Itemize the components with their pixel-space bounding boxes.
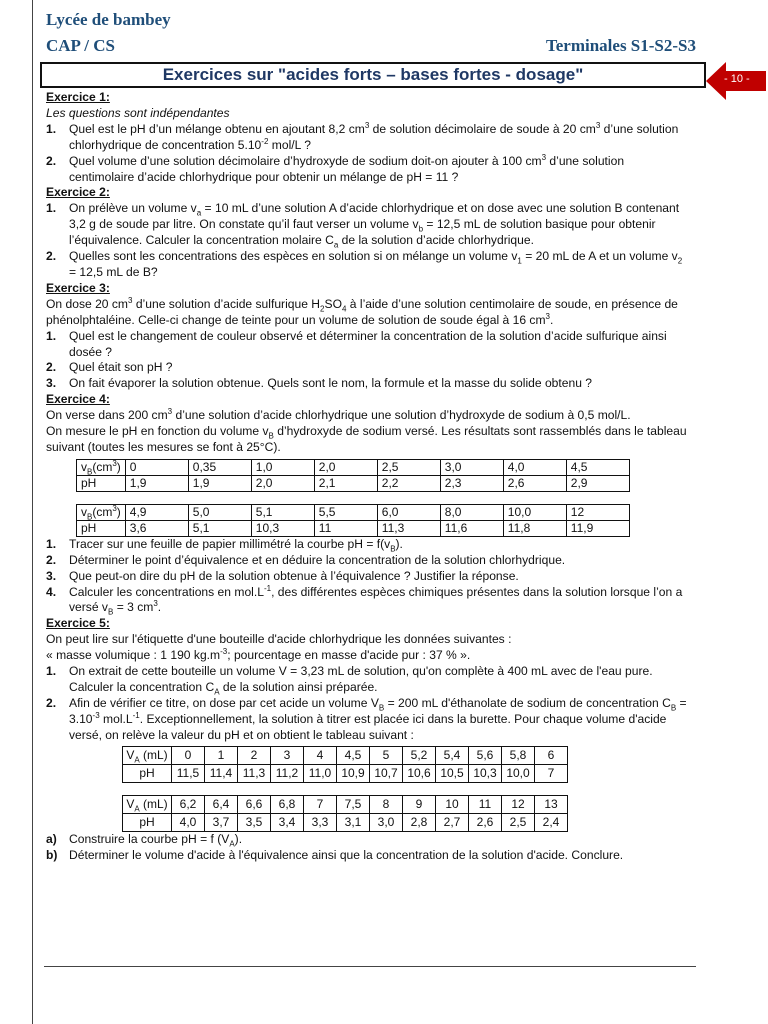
row-header-text: V bbox=[126, 747, 135, 762]
table-cell: 5,1 bbox=[188, 520, 251, 536]
exercise-4-question-2 bbox=[46, 553, 690, 569]
exercise-5-table-1 bbox=[122, 746, 568, 783]
row-header-text: ) bbox=[116, 504, 121, 519]
exercise-5-table-2 bbox=[122, 795, 568, 832]
subscript: A bbox=[214, 687, 220, 697]
row-header: pH bbox=[123, 813, 172, 831]
table-cell: 2 bbox=[238, 746, 271, 764]
table-cell: 2,2 bbox=[377, 475, 440, 491]
question-number: 1. bbox=[46, 328, 57, 343]
table-cell: 8,0 bbox=[440, 504, 503, 520]
table-cell: 5,0 bbox=[188, 504, 251, 520]
exercise-4-question-4 bbox=[46, 585, 690, 617]
table-cell: 5,5 bbox=[314, 504, 377, 520]
question-number: a) bbox=[46, 831, 57, 846]
table-cell: 11,5 bbox=[172, 764, 205, 782]
question-number: 1. bbox=[46, 664, 57, 679]
bottom-divider bbox=[44, 966, 696, 967]
exercise-5-statement-1: On peut lire sur l'étiquette d'une bouteille d'acide chlorhydrique les données suivantes : bbox=[46, 632, 512, 647]
question-text: = 200 mL d'éthanolate de sodium de concentration C bbox=[384, 695, 671, 710]
row-header bbox=[77, 459, 126, 475]
table-cell: 11 bbox=[314, 520, 377, 536]
table-cell: 5,2 bbox=[403, 746, 436, 764]
row-header-text: v bbox=[81, 504, 87, 519]
question-text: , des différentes espèces chimiques présentes dans la solution lorsque l’on a versé v bbox=[69, 584, 683, 615]
exercise-3-question-3 bbox=[46, 376, 690, 392]
row-header-text: (cm bbox=[92, 459, 113, 474]
table-cell: 5,8 bbox=[502, 746, 535, 764]
question-text: Déterminer le volume d'acide à l'équivalence ainsi que la concentration de la solution d'acide. Conclure. bbox=[69, 847, 624, 862]
table-cell: 3,1 bbox=[337, 813, 370, 831]
statement-text: On mesure le pH en fonction du volume v bbox=[46, 424, 269, 439]
question-number: 4. bbox=[46, 584, 57, 599]
question-number: b) bbox=[46, 847, 58, 862]
exercise-5-question-b bbox=[46, 848, 690, 864]
exercise-content bbox=[46, 90, 690, 863]
row-header-text: v bbox=[81, 459, 87, 474]
question-text: Déterminer le point d’équivalence et en déduire la concentration de la solution chlorhydrique. bbox=[69, 552, 566, 567]
row-header: pH bbox=[77, 475, 126, 491]
question-text: Quel est le changement de couleur observé et déterminer la concentration de la solution d’acide sulfurique ainsi dosée ? bbox=[69, 328, 667, 359]
subscript: b bbox=[418, 224, 424, 234]
question-text: Quel volume d’une solution décimolaire d’hydroxyde de sodium doit-on ajouter à 100 cm bbox=[69, 153, 542, 168]
table-row bbox=[123, 813, 568, 831]
subscript: A bbox=[229, 839, 235, 849]
subscript: 4 bbox=[341, 304, 347, 314]
subscript: 2 bbox=[320, 304, 325, 314]
question-text: Construire la courbe pH = f (V bbox=[69, 831, 230, 846]
table-cell: 10,9 bbox=[337, 764, 370, 782]
row-header-text: (cm bbox=[92, 504, 113, 519]
exercise-4-question-3 bbox=[46, 569, 690, 585]
table-cell: 10,6 bbox=[403, 764, 436, 782]
question-text: de solution décimolaire de soude à 20 cm bbox=[369, 121, 596, 136]
table-cell: 1 bbox=[205, 746, 238, 764]
exercise-2-question-1 bbox=[46, 201, 690, 249]
question-number: 3. bbox=[46, 568, 57, 583]
question-text: ). bbox=[234, 831, 243, 846]
table-cell: 10,3 bbox=[251, 520, 314, 536]
question-number: 2. bbox=[46, 360, 57, 375]
subscript: a bbox=[196, 208, 202, 218]
row-header bbox=[123, 795, 172, 813]
table-row bbox=[77, 459, 630, 475]
statement-text: On verse dans 200 cm bbox=[46, 408, 168, 423]
superscript: -2 bbox=[261, 136, 269, 146]
table-cell: 5,6 bbox=[469, 746, 502, 764]
table-cell: 8 bbox=[370, 795, 403, 813]
row-header: pH bbox=[77, 520, 126, 536]
row-header bbox=[77, 504, 126, 520]
table-cell: 4,0 bbox=[503, 459, 566, 475]
table-cell: 6,2 bbox=[172, 795, 205, 813]
table-cell: 2,6 bbox=[469, 813, 502, 831]
exercise-3-heading: Exercice 3: bbox=[46, 280, 110, 295]
question-text: Tracer sur une feuille de papier millimétré la courbe pH = f(v bbox=[69, 536, 391, 551]
exercise-5-statement-2 bbox=[46, 648, 690, 664]
question-text: = 3 cm bbox=[113, 600, 154, 615]
subscript: B bbox=[268, 431, 274, 441]
exercise-1-intro: Les questions sont indépendantes bbox=[46, 105, 230, 120]
superscript: -3 bbox=[92, 710, 100, 720]
question-text: Quel était son pH ? bbox=[69, 360, 173, 375]
table-row bbox=[123, 795, 568, 813]
row-header bbox=[123, 746, 172, 764]
question-number: 1. bbox=[46, 201, 57, 216]
question-number: 2. bbox=[46, 695, 57, 710]
superscript: -1 bbox=[263, 583, 272, 593]
table-cell: 2,6 bbox=[503, 475, 566, 491]
row-header-text: (mL) bbox=[139, 796, 168, 811]
table-cell: 11,3 bbox=[238, 764, 271, 782]
table-cell: 7,5 bbox=[337, 795, 370, 813]
superscript: -1 bbox=[132, 710, 140, 720]
table-cell: 3 bbox=[271, 746, 304, 764]
exercise-2-question-2 bbox=[46, 249, 690, 281]
table-cell: 2,5 bbox=[502, 813, 535, 831]
superscript: 3 bbox=[112, 503, 117, 513]
table-cell: 7 bbox=[535, 764, 568, 782]
left-margin-line bbox=[32, 0, 33, 1024]
subscript: B bbox=[107, 607, 114, 617]
school-name: Lycée de bambey bbox=[46, 10, 171, 29]
exercise-4-table-2 bbox=[76, 504, 630, 537]
exercise-5-question-1 bbox=[46, 664, 690, 696]
question-text: ). bbox=[395, 536, 403, 551]
statement-text: d’une solution d’acide chlorhydrique une solution d’hydroxyde de sodium à 0,5 mol/L. bbox=[172, 408, 631, 423]
question-text: Que peut-on dire du pH de la solution obtenue à l’équivalence ? Justifier la réponse. bbox=[69, 568, 519, 583]
table-cell: 6,4 bbox=[205, 795, 238, 813]
table-cell: 11,9 bbox=[566, 520, 629, 536]
table-cell: 2,5 bbox=[377, 459, 440, 475]
table-cell: 10 bbox=[436, 795, 469, 813]
table-cell: 12 bbox=[502, 795, 535, 813]
question-text: = 12,5 mL de B? bbox=[69, 264, 158, 279]
question-text: mol.L bbox=[99, 711, 133, 726]
exercise-3-statement bbox=[46, 297, 690, 329]
table-cell: 0,35 bbox=[188, 459, 251, 475]
row-header-text: (mL) bbox=[139, 747, 168, 762]
question-text: = 3.10 bbox=[69, 695, 687, 726]
exercise-1-question-1 bbox=[46, 122, 690, 154]
table-cell: 11,6 bbox=[440, 520, 503, 536]
question-text: On prélève un volume v bbox=[69, 201, 197, 216]
table-cell: 11,2 bbox=[271, 764, 304, 782]
table-cell: 13 bbox=[535, 795, 568, 813]
table-cell: 5 bbox=[370, 746, 403, 764]
question-text: de la solution ainsi préparée. bbox=[219, 680, 378, 694]
table-cell: 10,0 bbox=[503, 504, 566, 520]
question-text: = 20 mL de A et un volume v bbox=[521, 249, 678, 264]
table-cell: 4 bbox=[304, 746, 337, 764]
table-row bbox=[123, 764, 568, 782]
question-number: 2. bbox=[46, 249, 57, 264]
exercise-3-question-2 bbox=[46, 360, 690, 376]
table-cell: 7 bbox=[304, 795, 337, 813]
table-cell: 1,9 bbox=[125, 475, 188, 491]
table-cell: 2,9 bbox=[566, 475, 629, 491]
table-cell: 2,0 bbox=[314, 459, 377, 475]
table-cell: 2,3 bbox=[440, 475, 503, 491]
table-cell: 4,0 bbox=[172, 813, 205, 831]
subscript: A bbox=[134, 755, 140, 765]
question-number: 2. bbox=[46, 552, 57, 567]
question-text: Quel est le pH d’un mélange obtenu en ajoutant 8,2 cm bbox=[69, 121, 365, 136]
row-header: pH bbox=[123, 764, 172, 782]
row-header-text: ) bbox=[116, 459, 121, 474]
exercise-4-statement-1 bbox=[46, 408, 690, 424]
exercise-5-heading: Exercice 5: bbox=[46, 616, 110, 631]
table-cell: 6,6 bbox=[238, 795, 271, 813]
table-cell: 10,7 bbox=[370, 764, 403, 782]
table-cell: 2,7 bbox=[436, 813, 469, 831]
table-row bbox=[123, 746, 568, 764]
table-cell: 4,9 bbox=[125, 504, 188, 520]
subscript: A bbox=[134, 804, 140, 814]
subscript: B bbox=[87, 467, 93, 477]
exercise-4-question-1 bbox=[46, 537, 690, 553]
question-text: = 10 mL d’une solution A d’acide chlorhydrique et on dose avec une solution B contenant 3,2 g de soude par litre. On constate qu’il faut verser un volume v bbox=[69, 201, 680, 232]
table-cell: 10,5 bbox=[436, 764, 469, 782]
table-cell: 11,4 bbox=[205, 764, 238, 782]
exercise-4-statement-2 bbox=[46, 424, 690, 456]
table-cell: 1,0 bbox=[251, 459, 314, 475]
table-cell: 3,7 bbox=[205, 813, 238, 831]
exercise-2-heading: Exercice 2: bbox=[46, 185, 110, 200]
question-text: = 12,5 mL de solution basique pour obtenir l’équivalence. Calculer la concentration molaire C bbox=[69, 217, 656, 248]
question-text: de la solution d’acide chlorhydrique. bbox=[338, 233, 534, 248]
table-cell: 10,0 bbox=[502, 764, 535, 782]
table-cell: 0 bbox=[172, 746, 205, 764]
table-cell: 4,5 bbox=[566, 459, 629, 475]
statement-text: d’une solution d’acide sulfurique H bbox=[132, 296, 321, 311]
table-cell: 11 bbox=[469, 795, 502, 813]
question-text: d’une solution centimolaire d’acide chlorhydrique pour obtenir un mélange de pH = 11 ? bbox=[69, 153, 625, 184]
superscript: 3 bbox=[545, 311, 550, 321]
question-text: mol/L ? bbox=[268, 137, 311, 152]
table-cell: 9 bbox=[403, 795, 436, 813]
subscript: B bbox=[670, 703, 677, 713]
table-cell: 5,1 bbox=[251, 504, 314, 520]
table-row bbox=[77, 504, 630, 520]
table-cell: 3,5 bbox=[238, 813, 271, 831]
table-cell: 11,0 bbox=[304, 764, 337, 782]
superscript: 3 bbox=[112, 458, 117, 468]
subscript: 2 bbox=[677, 256, 683, 266]
exercise-1-heading: Exercice 1: bbox=[46, 90, 110, 104]
statement-text: SO bbox=[324, 296, 342, 311]
question-number: 3. bbox=[46, 376, 57, 391]
table-row bbox=[77, 520, 630, 536]
question-text: On fait évaporer la solution obtenue. Quels sont le nom, la formule et la masse du solide obtenu ? bbox=[69, 376, 593, 391]
question-text: Calculer les concentrations en mol.L bbox=[69, 584, 264, 599]
table-cell: 3,0 bbox=[370, 813, 403, 831]
table-cell: 6 bbox=[535, 746, 568, 764]
superscript: 3 bbox=[364, 120, 370, 130]
page-number: - 10 - bbox=[724, 73, 750, 85]
superscript: 3 bbox=[128, 295, 133, 305]
superscript: 3 bbox=[541, 152, 547, 162]
subscript: B bbox=[87, 512, 93, 522]
table-cell: 11,8 bbox=[503, 520, 566, 536]
table-cell: 3,0 bbox=[440, 459, 503, 475]
superscript: 3 bbox=[595, 120, 601, 130]
table-cell: 4,5 bbox=[337, 746, 370, 764]
exercise-4-heading: Exercice 4: bbox=[46, 392, 110, 407]
table-cell: 2,0 bbox=[251, 475, 314, 491]
question-text: On extrait de cette bouteille un volume V = 3,23 mL de solution, qu'on complète à 400 mL avec de l'eau pure. Calculer la concentration C bbox=[69, 664, 653, 694]
exercise-3-question-1 bbox=[46, 329, 690, 361]
question-number: 1. bbox=[46, 121, 57, 136]
table-cell: 11,3 bbox=[377, 520, 440, 536]
exercise-1-question-2 bbox=[46, 154, 690, 186]
question-text: . bbox=[157, 600, 162, 615]
table-cell: 2,1 bbox=[314, 475, 377, 491]
question-text: . Exceptionnellement, la solution à titrer est placée ici dans la burette. Pour chaque volume d'acide versé, on relève la valeur du pH et on obtient le tableau suivant : bbox=[69, 711, 667, 742]
question-number: 2. bbox=[46, 153, 57, 168]
table-cell: 6,0 bbox=[377, 504, 440, 520]
superscript: 3 bbox=[167, 407, 173, 417]
table-cell: 3,3 bbox=[304, 813, 337, 831]
statement-text: ; pourcentage en masse d'acide pur : 37 % ». bbox=[227, 648, 471, 663]
exercise-4-table-1 bbox=[76, 459, 630, 492]
table-cell: 1,9 bbox=[188, 475, 251, 491]
subscript: B bbox=[378, 703, 385, 713]
table-cell: 3,4 bbox=[271, 813, 304, 831]
question-text: Quelles sont les concentrations des espèces en solution si on mélange un volume v bbox=[69, 249, 518, 264]
superscript: 3 bbox=[153, 599, 158, 609]
statement-text: . bbox=[550, 312, 554, 327]
question-number: 1. bbox=[46, 536, 57, 551]
class-levels: Terminales S1-S2-S3 bbox=[545, 36, 696, 55]
table-cell: 3,6 bbox=[125, 520, 188, 536]
section-name: CAP / CS bbox=[46, 36, 115, 55]
statement-text: d’hydroxyde de sodium versé. Les résultats sont rassemblés dans le tableau suivant (toutes les mesures se font à 25°C). bbox=[46, 424, 687, 454]
table-cell: 2,8 bbox=[403, 813, 436, 831]
table-row bbox=[77, 475, 630, 491]
page-title: Exercices sur "acides forts – bases fortes - dosage" bbox=[40, 62, 706, 88]
question-text: Afin de vérifier ce titre, on dose par cet acide un volume V bbox=[69, 695, 379, 710]
row-header-text: V bbox=[126, 796, 135, 811]
exercise-5-question-a bbox=[46, 832, 690, 848]
table-cell: 2,4 bbox=[535, 813, 568, 831]
subscript: 1 bbox=[517, 256, 522, 266]
question-text: d’une solution chlorhydrique de concentration 5.10 bbox=[69, 121, 679, 152]
statement-text: à l’aide d’une solution centimolaire de soude, en présence de phénolphtaléine. Celle-ci change de teinte pour un volume de solution de soude égal à 16 cm bbox=[46, 296, 678, 327]
table-cell: 10,3 bbox=[469, 764, 502, 782]
table-cell: 6,8 bbox=[271, 795, 304, 813]
subscript: a bbox=[333, 240, 339, 250]
table-cell: 0 bbox=[125, 459, 188, 475]
table-cell: 12 bbox=[566, 504, 629, 520]
statement-text: On dose 20 cm bbox=[46, 296, 129, 311]
subscript: B bbox=[390, 544, 396, 554]
superscript: -3 bbox=[220, 647, 228, 657]
exercise-5-question-2 bbox=[46, 696, 690, 744]
statement-text: « masse volumique : 1 190 kg.m bbox=[46, 648, 221, 663]
table-cell: 5,4 bbox=[436, 746, 469, 764]
